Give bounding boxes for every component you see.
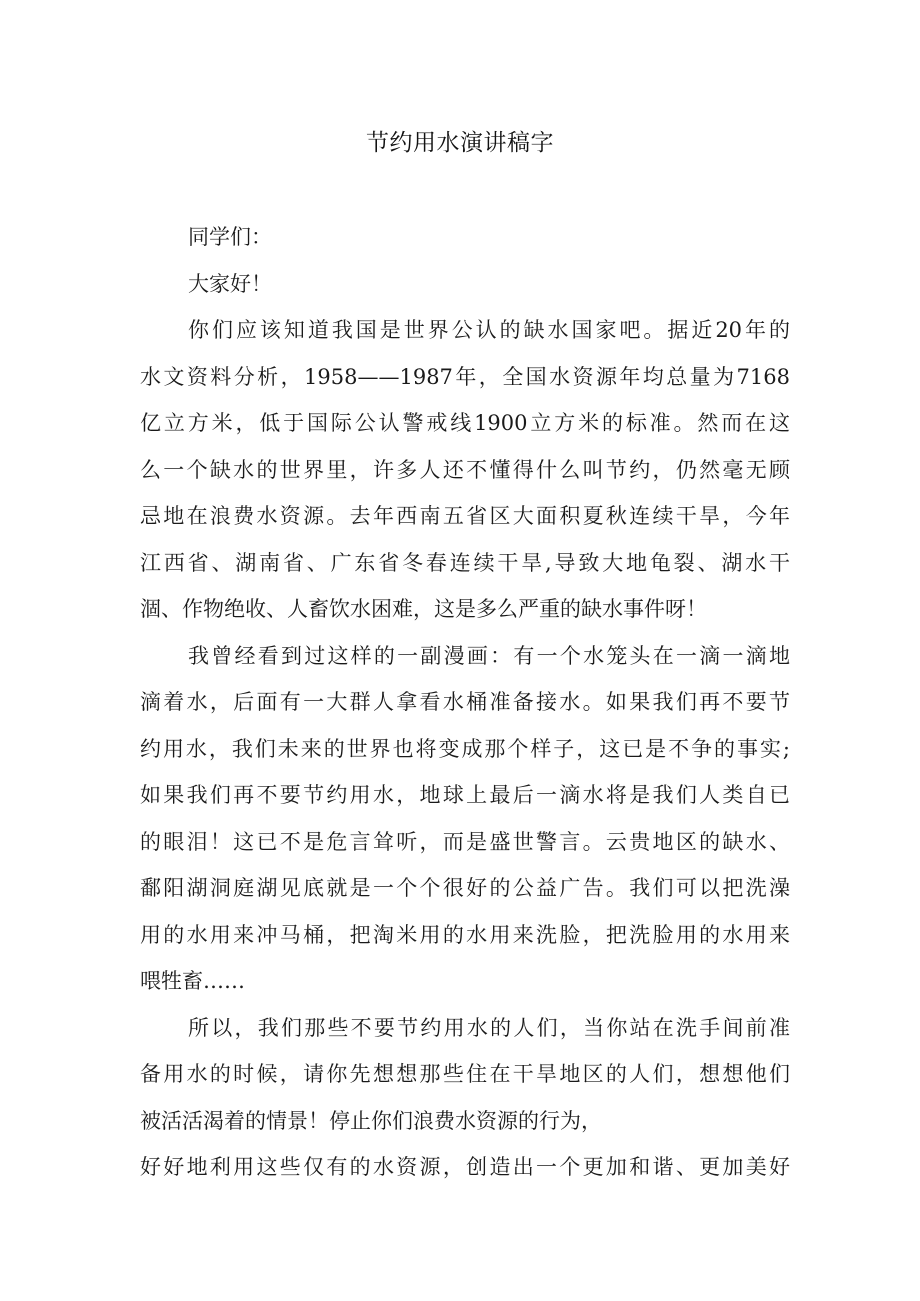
paragraph-line: 所以，我们那些不要节约用水的人们，当你站在洗手间前准	[188, 1015, 790, 1040]
paragraph-line: 忌地在浪费水资源。去年西南五省区大面积夏秋连续干旱，今年	[140, 504, 790, 528]
paragraph-line: 水文资料分析，1958——1987年，全国水资源年均总量为7168	[140, 364, 790, 389]
paragraph-line: 鄱阳湖洞庭湖见底就是一个个很好的公益广告。我们可以把洗澡	[140, 876, 790, 900]
paragraph-line: 我曾经看到过这样的一副漫画：有一个水笼头在一滴一滴地	[188, 643, 790, 668]
paragraph-line: 的眼泪！这已不是危言耸听，而是盛世警言。云贵地区的缺水、	[140, 829, 790, 854]
paragraph-line: 备用水的时候，请你先想想那些住在干旱地区的人们，想想他们	[140, 1062, 790, 1086]
greeting-line: 大家好！	[188, 271, 272, 296]
paragraph-line: 你们应该知道我国是世界公认的缺水国家吧。据近20年的	[188, 318, 790, 342]
paragraph-line: 滴着水，后面有一大群人拿看水桶准备接水。如果我们再不要节	[140, 690, 790, 714]
paragraph-line: 好好地利用这些仅有的水资源，创造出一个更加和谐、更加美好	[140, 1155, 790, 1179]
greeting-line: 同学们：	[188, 225, 272, 249]
paragraph-line: 涸、作物绝收、人畜饮水困难，这是多么严重的缺水事件呀！	[140, 597, 707, 621]
paragraph-line: 如果我们再不要节约用水，地球上最后一滴水将是我们人类自已	[140, 783, 790, 807]
paragraph-line: 亿立方米，低于国际公认警戒线1900立方米的标准。然而在这	[140, 411, 790, 435]
paragraph-line: 喂牲畜……	[140, 969, 245, 993]
paragraph-line: 被活活渴着的情景！停止你们浪费水资源的行为，	[140, 1108, 602, 1133]
paragraph-line: 用的水用来冲马桶，把淘米用的水用来洗脸，把洗脸用的水用来	[140, 922, 790, 947]
paragraph-line: 么一个缺水的世界里，许多人还不懂得什么叫节约，仍然毫无顾	[140, 457, 790, 482]
document-title: 节约用水演讲稿字	[366, 130, 554, 156]
document-body	[140, 214, 790, 1191]
paragraph-line: 约用水，我们未来的世界也将变成那个样子，这已是不争的事实;	[140, 736, 790, 761]
paragraph-line: 江西省、湖南省、广东省冬春连续干旱,导致大地龟裂、湖水干	[140, 550, 790, 575]
